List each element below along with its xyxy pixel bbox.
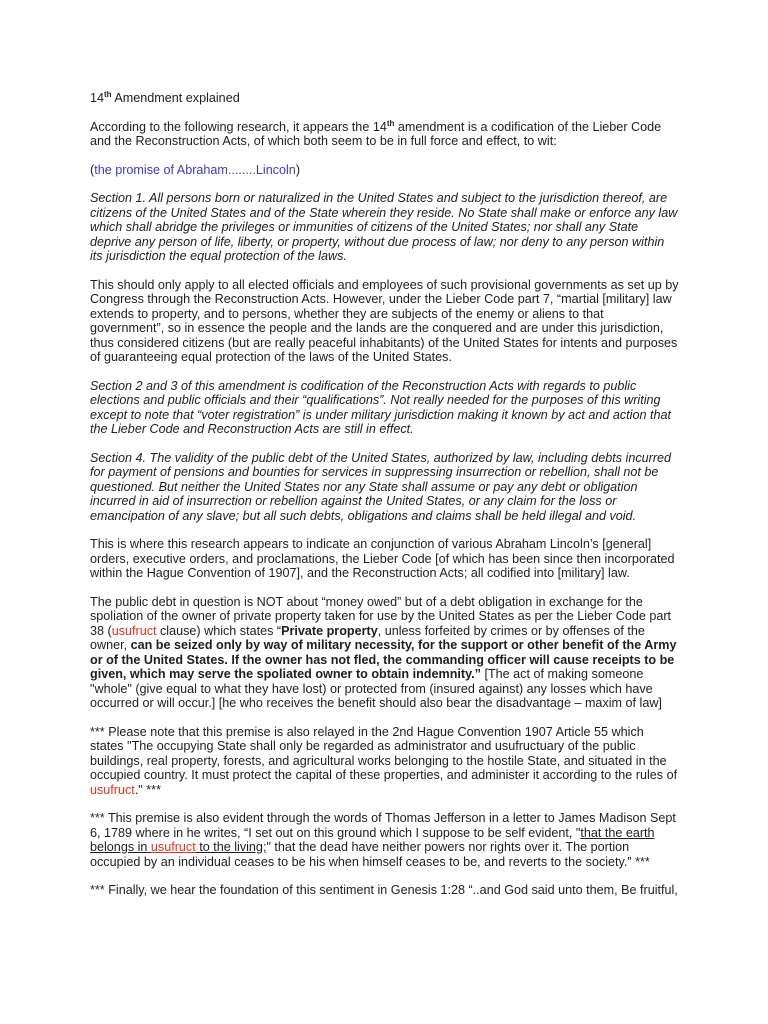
text-segment: ) [295,162,301,177]
text-segment: occupied by an individual ceases to be his when himself ceases to be, and reverts to the society.” *** [90,854,650,869]
text-segment: [The act of making someone [480,667,644,681]
document-page [90,91,750,912]
text-line [90,638,750,653]
text-segment: its jurisdiction the equal protection of the laws. [90,249,347,263]
text-segment: Congress through the Reconstruction Acts. However, under the Lieber Code part 7, “martial [military] law [90,292,672,306]
text-segment: *** This premise is also evident through the words of Thomas Jefferson in a letter to James Madison Sept [90,811,676,825]
provisional-governments-paragraph [90,278,750,365]
text-segment: This should only apply to all elected officials and employees of such provisional governments as set up by [90,277,679,292]
text-segment: elections and public officials and their “qualifications”. Not really needed for the purposes of this writing [90,393,661,407]
text-line [90,552,750,567]
text-line [90,566,750,581]
genesis-note [90,883,750,898]
text-segment: "whole" (give equal to what they have lost) or protected from (insured against) any losses which have [90,681,653,696]
text-line [90,249,750,264]
lincoln-promise-paragraph [90,163,750,178]
hague-convention-note [90,725,750,798]
text-segment: clause) which states “ [156,623,282,638]
text-line [90,682,750,697]
text-line [90,91,750,106]
document-title [90,91,750,106]
text-line [90,667,750,682]
text-line [90,379,750,394]
text-segment: for payment of pensions and bounties for services in suppressing insurrection or rebellion, shall not be [90,465,659,479]
ordinal-superscript: th [386,118,395,128]
usufruct-term: usufruct [150,840,196,854]
text-line [90,494,750,509]
text-line [90,754,750,769]
section-2-3-quote [90,379,750,437]
text-line [90,480,750,495]
text-segment: government”, so in essence the people and the lands are the conquered and are under this jurisdiction, [90,321,664,335]
conjunction-paragraph [90,537,750,581]
text-segment: Section 4. The validity of the public debt of the United States, authorized by law, including debts incurred [90,450,672,465]
text-segment: within the Hague Convention of 1907], and the Reconstruction Acts; all codified into [military] law. [90,566,630,580]
underlined-text: that the earth [580,825,655,840]
section-1-quote [90,191,750,264]
text-segment: of guaranteeing equal protection of the laws of the United States. [90,350,452,364]
text-line [90,465,750,480]
text-segment: *** Please note that this premise is also relayed in the 2nd Hague Convention 1907 Article 55 which [90,724,644,739]
text-line [90,696,750,711]
text-segment: ." *** [134,782,161,797]
text-segment: , unless forfeited by crimes or by offenses of the [377,623,645,638]
text-line [90,609,750,624]
text-line [90,336,750,351]
text-line [90,278,750,293]
text-line [90,120,750,135]
text-segment: emancipation of any slave; but all such debts, obligations and claims shall be held illegal and void. [90,508,637,523]
text-line [90,653,750,668]
text-line [90,350,750,365]
text-line [90,883,750,898]
bold-text: can be seized only by way of military necessity, for the support or other benefit of the Army [130,638,677,652]
text-segment: deprive any person of life, liberty, or property, without due process of law; nor deny to any person within [90,234,665,249]
text-segment: extends to property, and to persons, whether they are subjects of the enemy or aliens to that [90,306,604,321]
text-segment: citizens of the United States and of the State wherein they reside. No State shall make or enforce any law [90,205,678,220]
text-line [90,408,750,423]
text-segment: This is where this research appears to indicate an conjunction of various Abraham Lincoln’s [general] [90,537,652,551]
text-line [90,537,750,552]
text-line [90,191,750,206]
text-segment: " that the dead have neither powers nor rights over it. The portion [266,840,630,854]
text-segment: questioned. But neither the United States nor any State shall assume or pay any debt or obligation [90,479,638,494]
text-segment: owner, [90,638,131,652]
bold-text: or of the United States. If the owner has not fled, the commanding officer will cause receipts to be [90,652,675,667]
jefferson-note [90,811,750,869]
text-segment: Section 1. All persons born or naturalized in the United States and subject to the jurisdiction thereof, are [90,191,668,205]
text-segment: 14 [90,91,105,105]
text-line [90,134,750,149]
text-segment: thus considered citizens (but are really peaceful inhabitants) of the United States for intents and purposes [90,335,678,350]
text-line [90,422,750,437]
text-segment: The public debt in question is NOT about “money owed” but of a debt obligation in exchange for the [90,594,643,609]
text-line [90,739,750,754]
text-line [90,768,750,783]
intro-paragraph [90,120,750,149]
text-line [90,451,750,466]
text-segment: occupied country. It must protect the capital of these properties, and administer it according to the rules of [90,768,678,782]
text-segment: 38 ( [90,623,112,638]
text-segment: Section 2 and 3 of this amendment is codification of the Reconstruction Acts with regards to public [90,378,637,393]
underlined-text: to the living; [195,840,267,854]
text-line [90,624,750,639]
text-line [90,163,750,178]
text-line [90,235,750,250]
text-segment: orders, executive orders, and proclamations, the Lieber Code [of which has been since then incorporated [90,551,675,566]
bold-text: Private property [281,623,378,638]
text-line [90,725,750,740]
text-segment: states "The occupying State shall only be regarded as administrator and usufructuary of the public [90,739,636,753]
text-segment: *** Finally, we hear the foundation of this sentiment in Genesis 1:28 “..and God said unto them, Be fruitful, [90,883,678,897]
text-line [90,220,750,235]
usufruct-term: usufruct [111,623,157,638]
text-line [90,783,750,798]
text-segment: except to note that “voter registration” is under military jurisdiction making it known by act and action that [90,407,671,422]
abraham-lincoln-link[interactable]: the promise of Abraham........Lincoln [94,162,296,177]
text-segment: spoliation of the owner of private property taken for use by the United States as per the Lieber Code part [90,609,672,623]
text-line [90,855,750,870]
text-line [90,206,750,221]
text-segment: amendment is a codification of the Lieber Code [394,119,662,134]
text-line [90,826,750,841]
usufruct-term: usufruct [90,782,135,797]
text-segment: the Lieber Code and Reconstruction Acts are still in effect. [90,422,414,436]
text-segment: Amendment explained [111,91,240,105]
text-line [90,393,750,408]
text-segment: buildings, real property, forests, and agricultural works belonging to the hostile State, and situated in the [90,753,667,768]
text-segment: 6, 1789 where in he writes, “I set out on this ground which I suppose to be self evident, " [90,825,581,840]
text-segment: incurred in aid of insurrection or rebellion against the United States, or any claim for the loss or [90,494,617,508]
text-line [90,811,750,826]
text-line [90,307,750,322]
text-segment: occurred or will occur.] [he who receives the benefit should also bear the disadvantage – maxim of law] [90,696,662,710]
text-line [90,292,750,307]
underlined-text: belongs in [90,840,151,854]
bold-text: given, which may serve the spoliated owner to obtain indemnity.” [90,667,481,681]
text-segment: ( [90,162,95,177]
public-debt-paragraph [90,595,750,711]
text-line [90,321,750,336]
text-line [90,509,750,524]
ordinal-superscript: th [104,90,112,99]
text-line [90,840,750,855]
section-4-quote [90,451,750,524]
text-line [90,595,750,610]
text-segment: According to the following research, it appears the 14 [90,119,387,134]
text-segment: which shall abridge the privileges or immunities of citizens of the United States; nor shall any State [90,220,639,234]
text-segment: and the Reconstruction Acts, of which both seem to be in full force and effect, to wit: [90,134,557,148]
